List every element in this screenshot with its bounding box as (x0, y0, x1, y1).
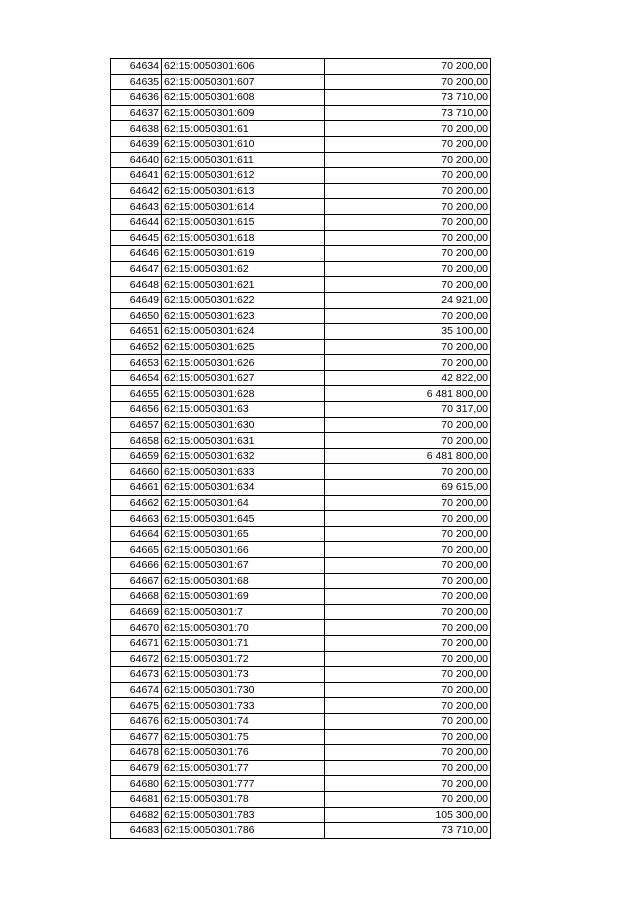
cadastral-number-cell: 62:15:0050301:73 (162, 667, 325, 683)
row-number-cell: 64670 (111, 620, 162, 636)
cadastral-value-cell: 70 200,00 (325, 433, 491, 449)
cadastral-value-cell: 70 200,00 (325, 713, 491, 729)
cadastral-number-cell: 62:15:0050301:628 (162, 386, 325, 402)
cadastral-number-cell: 62:15:0050301:618 (162, 230, 325, 246)
cadastral-number-cell: 62:15:0050301:626 (162, 355, 325, 371)
cadastral-value-cell: 73 710,00 (325, 105, 491, 121)
cadastral-number-cell: 62:15:0050301:70 (162, 620, 325, 636)
table-row (111, 246, 491, 262)
cadastral-number-cell: 62:15:0050301:614 (162, 199, 325, 215)
cadastral-number-cell: 62:15:0050301:607 (162, 74, 325, 90)
table-row (111, 745, 491, 761)
table-row (111, 589, 491, 605)
table-row (111, 448, 491, 464)
cadastral-value-cell: 70 200,00 (325, 558, 491, 574)
cadastral-number-cell: 62:15:0050301:632 (162, 448, 325, 464)
table-row (111, 277, 491, 293)
cadastral-value-cell: 70 200,00 (325, 277, 491, 293)
row-number-cell: 64644 (111, 214, 162, 230)
cadastral-value-cell: 42 822,00 (325, 370, 491, 386)
cadastral-number-cell: 62:15:0050301:610 (162, 136, 325, 152)
row-number-cell: 64678 (111, 745, 162, 761)
row-number-cell: 64659 (111, 448, 162, 464)
table-row (111, 526, 491, 542)
cadastral-number-cell: 62:15:0050301:619 (162, 246, 325, 262)
row-number-cell: 64645 (111, 230, 162, 246)
row-number-cell: 64668 (111, 589, 162, 605)
cadastral-number-cell: 62:15:0050301:615 (162, 214, 325, 230)
cadastral-value-cell: 24 921,00 (325, 292, 491, 308)
cadastral-value-cell: 70 200,00 (325, 168, 491, 184)
cadastral-value-cell: 70 200,00 (325, 620, 491, 636)
cadastral-value-cell: 70 200,00 (325, 635, 491, 651)
table-row (111, 183, 491, 199)
row-number-cell: 64675 (111, 698, 162, 714)
table-row (111, 667, 491, 683)
cadastral-number-cell: 62:15:0050301:611 (162, 152, 325, 168)
table-row (111, 370, 491, 386)
cadastral-value-cell: 70 200,00 (325, 776, 491, 792)
cadastral-value-cell: 70 200,00 (325, 230, 491, 246)
cadastral-number-cell: 62:15:0050301:623 (162, 308, 325, 324)
cadastral-number-cell: 62:15:0050301:624 (162, 324, 325, 340)
table-row (111, 105, 491, 121)
row-number-cell: 64651 (111, 324, 162, 340)
cadastral-number-cell: 62:15:0050301:609 (162, 105, 325, 121)
row-number-cell: 64648 (111, 277, 162, 293)
cadastral-number-cell: 62:15:0050301:65 (162, 526, 325, 542)
cadastral-number-cell: 62:15:0050301:730 (162, 682, 325, 698)
row-number-cell: 64665 (111, 542, 162, 558)
table-row (111, 651, 491, 667)
table-row (111, 261, 491, 277)
cadastral-number-cell: 62:15:0050301:64 (162, 495, 325, 511)
cadastral-value-cell: 73 710,00 (325, 90, 491, 106)
cadastral-number-cell: 62:15:0050301:631 (162, 433, 325, 449)
cadastral-number-cell: 62:15:0050301:78 (162, 791, 325, 807)
cadastral-number-cell: 62:15:0050301:627 (162, 370, 325, 386)
cadastral-number-cell: 62:15:0050301:621 (162, 277, 325, 293)
cadastral-value-cell: 70 200,00 (325, 791, 491, 807)
table-row (111, 558, 491, 574)
row-number-cell: 64655 (111, 386, 162, 402)
cadastral-value-cell: 70 200,00 (325, 246, 491, 262)
cadastral-number-cell: 62:15:0050301:777 (162, 776, 325, 792)
cadastral-number-cell: 62:15:0050301:68 (162, 573, 325, 589)
cadastral-number-cell: 62:15:0050301:77 (162, 760, 325, 776)
cadastral-number-cell: 62:15:0050301:75 (162, 729, 325, 745)
table-row (111, 308, 491, 324)
cadastral-number-cell: 62:15:0050301:69 (162, 589, 325, 605)
cadastral-value-cell: 70 200,00 (325, 74, 491, 90)
cadastral-value-cell: 70 200,00 (325, 604, 491, 620)
cadastral-number-cell: 62:15:0050301:61 (162, 121, 325, 137)
row-number-cell: 64682 (111, 807, 162, 823)
row-number-cell: 64634 (111, 59, 162, 75)
cadastral-number-cell: 62:15:0050301:633 (162, 464, 325, 480)
table-body (111, 59, 491, 839)
cadastral-number-cell: 62:15:0050301:76 (162, 745, 325, 761)
table-row (111, 199, 491, 215)
row-number-cell: 64671 (111, 635, 162, 651)
table-row (111, 417, 491, 433)
row-number-cell: 64637 (111, 105, 162, 121)
row-number-cell: 64636 (111, 90, 162, 106)
table-row (111, 386, 491, 402)
cadastral-value-cell: 6 481 800,00 (325, 448, 491, 464)
row-number-cell: 64650 (111, 308, 162, 324)
table-row (111, 729, 491, 745)
cadastral-number-cell: 62:15:0050301:66 (162, 542, 325, 558)
table-row (111, 776, 491, 792)
row-number-cell: 64680 (111, 776, 162, 792)
row-number-cell: 64679 (111, 760, 162, 776)
table-row (111, 214, 491, 230)
table-row (111, 168, 491, 184)
cadastral-number-cell: 62:15:0050301:67 (162, 558, 325, 574)
cadastral-value-cell: 70 200,00 (325, 667, 491, 683)
row-number-cell: 64635 (111, 74, 162, 90)
cadastral-number-cell: 62:15:0050301:625 (162, 339, 325, 355)
cadastral-number-cell: 62:15:0050301:71 (162, 635, 325, 651)
table-row (111, 230, 491, 246)
table-row (111, 791, 491, 807)
table-row (111, 74, 491, 90)
cadastral-number-cell: 62:15:0050301:622 (162, 292, 325, 308)
table-row (111, 713, 491, 729)
cadastral-value-cell: 70 200,00 (325, 355, 491, 371)
table-row (111, 136, 491, 152)
cadastral-value-table (110, 58, 491, 839)
cadastral-value-cell: 70 200,00 (325, 339, 491, 355)
row-number-cell: 64658 (111, 433, 162, 449)
row-number-cell: 64646 (111, 246, 162, 262)
cadastral-number-cell: 62:15:0050301:72 (162, 651, 325, 667)
cadastral-value-cell: 70 200,00 (325, 464, 491, 480)
cadastral-number-cell: 62:15:0050301:786 (162, 823, 325, 839)
cadastral-number-cell: 62:15:0050301:608 (162, 90, 325, 106)
row-number-cell: 64643 (111, 199, 162, 215)
table-row (111, 480, 491, 496)
row-number-cell: 64683 (111, 823, 162, 839)
cadastral-value-cell: 70 200,00 (325, 136, 491, 152)
table-row (111, 698, 491, 714)
cadastral-value-cell: 6 481 800,00 (325, 386, 491, 402)
cadastral-value-cell: 70 200,00 (325, 511, 491, 527)
table-row (111, 807, 491, 823)
cadastral-value-cell: 70 200,00 (325, 682, 491, 698)
row-number-cell: 64654 (111, 370, 162, 386)
cadastral-number-cell: 62:15:0050301:613 (162, 183, 325, 199)
row-number-cell: 64653 (111, 355, 162, 371)
cadastral-value-cell: 70 200,00 (325, 495, 491, 511)
row-number-cell: 64661 (111, 480, 162, 496)
table-row (111, 339, 491, 355)
cadastral-value-cell: 73 710,00 (325, 823, 491, 839)
row-number-cell: 64642 (111, 183, 162, 199)
cadastral-value-cell: 70 200,00 (325, 59, 491, 75)
table-row (111, 402, 491, 418)
cadastral-value-cell: 70 200,00 (325, 651, 491, 667)
table-row (111, 464, 491, 480)
cadastral-number-cell: 62:15:0050301:645 (162, 511, 325, 527)
cadastral-value-cell: 70 200,00 (325, 121, 491, 137)
row-number-cell: 64657 (111, 417, 162, 433)
cadastral-number-cell: 62:15:0050301:733 (162, 698, 325, 714)
row-number-cell: 64663 (111, 511, 162, 527)
table-row (111, 635, 491, 651)
row-number-cell: 64669 (111, 604, 162, 620)
row-number-cell: 64639 (111, 136, 162, 152)
cadastral-value-cell: 70 200,00 (325, 589, 491, 605)
row-number-cell: 64681 (111, 791, 162, 807)
cadastral-value-cell: 70 200,00 (325, 760, 491, 776)
table-row (111, 355, 491, 371)
row-number-cell: 64656 (111, 402, 162, 418)
cadastral-number-cell: 62:15:0050301:630 (162, 417, 325, 433)
table-row (111, 324, 491, 340)
table-row (111, 620, 491, 636)
cadastral-number-cell: 62:15:0050301:63 (162, 402, 325, 418)
row-number-cell: 64677 (111, 729, 162, 745)
cadastral-number-cell: 62:15:0050301:74 (162, 713, 325, 729)
table-row (111, 152, 491, 168)
table-row (111, 511, 491, 527)
cadastral-value-cell: 70 200,00 (325, 698, 491, 714)
row-number-cell: 64666 (111, 558, 162, 574)
table-row (111, 121, 491, 137)
cadastral-value-cell: 70 200,00 (325, 526, 491, 542)
cadastral-value-cell: 35 100,00 (325, 324, 491, 340)
cadastral-value-cell: 70 200,00 (325, 199, 491, 215)
cadastral-value-cell: 70 200,00 (325, 183, 491, 199)
cadastral-value-cell: 70 200,00 (325, 542, 491, 558)
cadastral-value-cell: 70 200,00 (325, 745, 491, 761)
table-row (111, 495, 491, 511)
row-number-cell: 64662 (111, 495, 162, 511)
row-number-cell: 64664 (111, 526, 162, 542)
cadastral-value-cell: 70 200,00 (325, 573, 491, 589)
cadastral-number-cell: 62:15:0050301:7 (162, 604, 325, 620)
cadastral-value-cell: 69 615,00 (325, 480, 491, 496)
cadastral-value-cell: 70 200,00 (325, 417, 491, 433)
cadastral-value-cell: 70 200,00 (325, 729, 491, 745)
row-number-cell: 64652 (111, 339, 162, 355)
table-row (111, 604, 491, 620)
table-row (111, 573, 491, 589)
cadastral-value-cell: 70 200,00 (325, 308, 491, 324)
cadastral-number-cell: 62:15:0050301:612 (162, 168, 325, 184)
cadastral-number-cell: 62:15:0050301:634 (162, 480, 325, 496)
row-number-cell: 64672 (111, 651, 162, 667)
cadastral-number-cell: 62:15:0050301:783 (162, 807, 325, 823)
row-number-cell: 64676 (111, 713, 162, 729)
row-number-cell: 64647 (111, 261, 162, 277)
cadastral-value-cell: 70 317,00 (325, 402, 491, 418)
cadastral-value-cell: 70 200,00 (325, 261, 491, 277)
cadastral-number-cell: 62:15:0050301:62 (162, 261, 325, 277)
row-number-cell: 64674 (111, 682, 162, 698)
row-number-cell: 64649 (111, 292, 162, 308)
cadastral-value-cell: 70 200,00 (325, 214, 491, 230)
row-number-cell: 64641 (111, 168, 162, 184)
table-row (111, 292, 491, 308)
cadastral-value-cell: 105 300,00 (325, 807, 491, 823)
cadastral-value-cell: 70 200,00 (325, 152, 491, 168)
table-row (111, 433, 491, 449)
table-row (111, 542, 491, 558)
table-row (111, 682, 491, 698)
row-number-cell: 64673 (111, 667, 162, 683)
table-row (111, 59, 491, 75)
table-row (111, 90, 491, 106)
row-number-cell: 64638 (111, 121, 162, 137)
cadastral-number-cell: 62:15:0050301:606 (162, 59, 325, 75)
table-row (111, 760, 491, 776)
row-number-cell: 64640 (111, 152, 162, 168)
table-row (111, 823, 491, 839)
row-number-cell: 64660 (111, 464, 162, 480)
row-number-cell: 64667 (111, 573, 162, 589)
